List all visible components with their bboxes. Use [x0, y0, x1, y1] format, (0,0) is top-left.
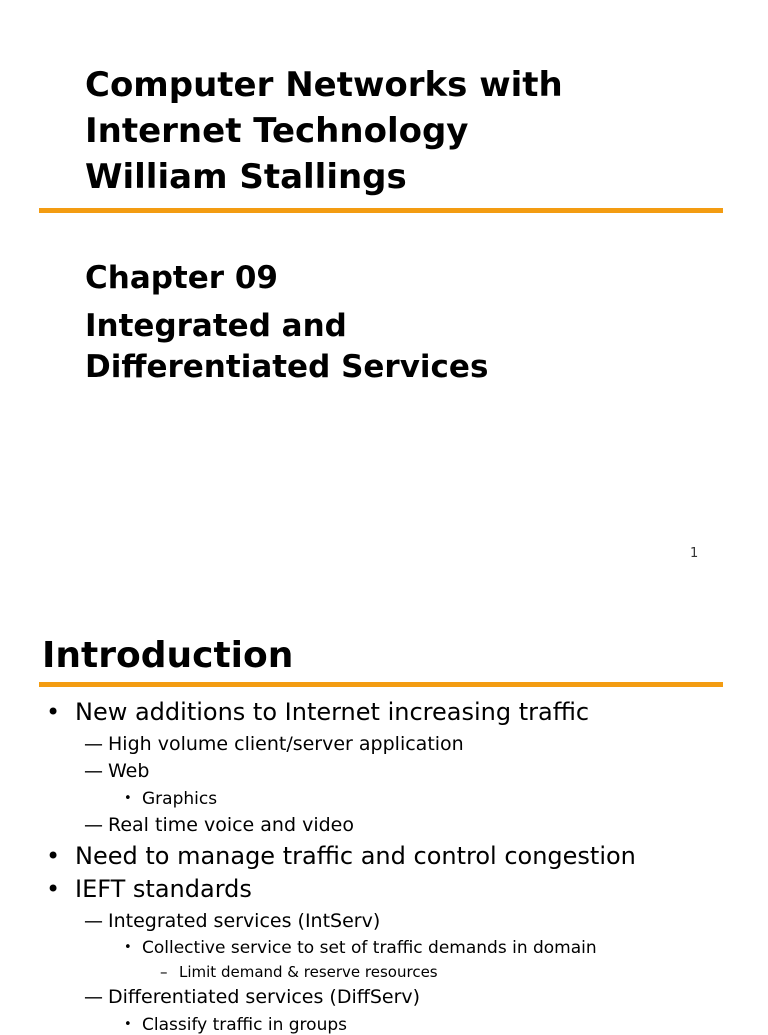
bullet-item — [84, 986, 420, 1008]
chapter-label: Chapter 09 — [85, 260, 278, 296]
heading-divider — [39, 682, 723, 687]
bullet-text: Need to manage traffic and control congestion — [75, 842, 636, 870]
bullet-item — [84, 910, 380, 932]
bullet-marker: — — [84, 986, 103, 1008]
subtitle-line-1: Integrated and — [85, 308, 347, 344]
slide-introduction — [0, 596, 768, 1035]
bullet-text: Collective service to set of traffic demands in domain — [142, 938, 597, 958]
bullet-item — [46, 875, 252, 903]
bullet-item — [124, 1015, 347, 1035]
bullet-text: Differentiated services (DiffServ) — [108, 986, 421, 1008]
chapter-subtitle — [85, 306, 488, 388]
bullet-marker: • — [124, 791, 132, 806]
title-divider — [39, 208, 723, 213]
bullet-marker: — — [84, 760, 103, 782]
bullet-item — [46, 698, 589, 726]
title-line-2: Internet Technology — [85, 111, 469, 151]
bullet-item — [124, 938, 597, 958]
bullet-text: New additions to Internet increasing traffic — [75, 698, 590, 726]
bullet-item — [84, 733, 464, 755]
bullet-text: Web — [108, 760, 150, 782]
bullet-marker: – — [160, 963, 168, 981]
bullet-marker: — — [84, 733, 103, 755]
bullet-text: High volume client/server application — [108, 733, 464, 755]
bullet-text: Graphics — [142, 789, 218, 809]
page-number: 1 — [690, 546, 699, 561]
bullet-item — [84, 760, 149, 782]
bullet-text: Limit demand & reserve resources — [179, 963, 438, 981]
bullet-marker: • — [124, 1017, 132, 1032]
bullet-marker: — — [84, 814, 103, 836]
title-line-3: William Stallings — [85, 157, 407, 197]
bullet-item — [46, 842, 636, 870]
bullet-item — [160, 963, 438, 981]
bullet-text: Real time voice and video — [108, 814, 354, 836]
bullet-marker: • — [46, 842, 61, 870]
bullet-marker: • — [46, 698, 61, 726]
introduction-heading: Introduction — [42, 635, 294, 676]
bullet-text: Classify traffic in groups — [142, 1015, 347, 1035]
bullet-marker: • — [46, 875, 61, 903]
title-line-1: Computer Networks with — [85, 65, 563, 105]
slide-title-heading — [85, 62, 563, 200]
bullet-text: Integrated services (IntServ) — [108, 910, 381, 932]
bullet-item — [84, 814, 354, 836]
bullet-item — [124, 789, 217, 809]
bullet-marker: • — [124, 940, 132, 955]
subtitle-line-2: Differentiated Services — [85, 349, 489, 385]
bullet-text: IEFT standards — [75, 875, 252, 903]
bullet-marker: — — [84, 910, 103, 932]
